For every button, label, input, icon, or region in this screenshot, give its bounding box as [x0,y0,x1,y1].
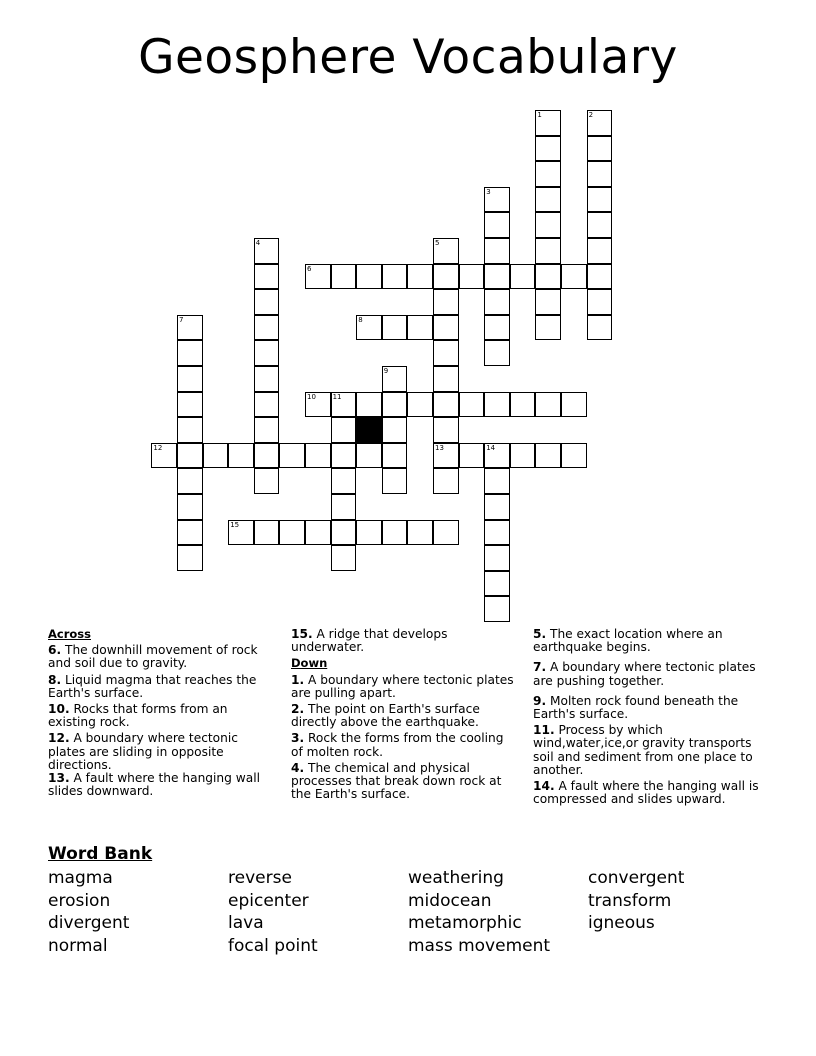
grid-cell[interactable] [484,468,510,494]
grid-cell[interactable] [356,264,382,290]
clue-down-3: 3. Rock the forms from the cooling of molten rock. [291,731,504,759]
grid-cell[interactable] [177,315,203,341]
grid-cell[interactable] [433,238,459,264]
grid-cell[interactable] [535,161,561,187]
clue-number: 7 [179,315,184,324]
clue-number: 8 [358,315,363,324]
grid-cell[interactable] [587,187,613,213]
grid-cell[interactable] [356,315,382,341]
clue-number: 13 [435,443,444,452]
grid-cell[interactable] [254,443,280,469]
grid-cell[interactable] [356,392,382,418]
grid-cell[interactable] [228,443,254,469]
clue-number: 4 [255,239,261,247]
grid-cell[interactable] [535,238,561,264]
grid-cell[interactable] [561,443,587,469]
down-header: Down [291,656,328,671]
grid-cell[interactable] [535,136,561,162]
grid-cell[interactable] [484,392,510,418]
clue-down-5: 5. The exact location where an earthquake begins. [533,627,723,655]
word-bank-word: lava [228,913,264,934]
grid-cell[interactable] [484,443,510,469]
clue-number: 3 [486,187,491,196]
grid-cell[interactable] [459,392,485,418]
grid-cell[interactable] [484,340,510,366]
grid-cell[interactable] [535,392,561,418]
grid-cell[interactable] [331,545,357,571]
across-header: Across [48,627,91,641]
clue-down-11: 11. Process by which wind,water,ice,or gravity transports soil and sediment from one place to another. [533,723,753,777]
grid-cell[interactable] [407,520,433,546]
clue-number: 11 [332,392,342,401]
grid-cell[interactable] [382,315,408,341]
grid-cell[interactable] [254,417,280,443]
grid-cell[interactable] [561,392,587,418]
clue-across-13: 13. A fault where the hanging wall slides downward. [48,771,260,799]
grid-cell[interactable] [433,417,459,443]
clue-number: 9 [383,367,389,375]
word-bank-word: transform [588,890,672,911]
word-bank-word: igneous [588,913,655,934]
grid-cell[interactable] [407,392,433,418]
grid-cell[interactable] [484,545,510,571]
grid-cell[interactable] [587,110,613,136]
grid-cell[interactable] [484,494,510,520]
page-title: Geosphere Vocabulary [138,30,678,85]
grid-cell[interactable] [177,520,203,546]
clue-number: 15 [230,520,240,529]
clue-down-9: 9. Molten rock found beneath the Earth's surface. [533,693,739,722]
word-bank-column-4 [588,867,684,935]
clue-number: 10 [307,392,316,401]
clue-down-4: 4. The chemical and physical processes that break down rock at the Earth's surface. [291,760,502,802]
grid-cell[interactable] [459,264,485,290]
grid-cell[interactable] [433,366,459,392]
grid-cell[interactable] [587,212,613,238]
grid-cell[interactable] [433,315,459,341]
grid-cell[interactable] [177,443,203,469]
grid-cell[interactable] [484,187,510,213]
grid-cell[interactable] [254,340,280,366]
grid-cell[interactable] [587,289,613,315]
grid-cell[interactable] [587,161,613,187]
word-bank-word: epicenter [228,890,309,911]
grid-cell[interactable] [433,264,459,290]
grid-cell[interactable] [177,392,203,418]
grid-cell[interactable] [382,392,408,418]
grid-cell[interactable] [382,366,408,392]
word-bank-word: weathering [408,868,504,888]
grid-cell[interactable] [331,392,357,418]
word-bank-word: divergent [48,913,130,934]
clue-down-14: 14. A fault where the hanging wall is compressed and slides upward. [533,779,759,807]
clue-down-2: 2. The point on Earth's surface directly above the earthquake. [291,702,480,730]
grid-cell[interactable] [228,520,254,546]
grid-cell[interactable] [254,315,280,341]
grid-cell[interactable] [254,392,280,418]
grid-cell[interactable] [254,264,280,290]
grid-cell[interactable] [356,520,382,546]
grid-cell[interactable] [433,443,459,469]
word-bank-column-2 [228,867,318,957]
grid-cell[interactable] [331,468,357,494]
grid-cell[interactable] [254,238,280,264]
grid-cell[interactable] [305,520,331,546]
grid-cell[interactable] [484,571,510,597]
clue-across-8: 8. Liquid magma that reaches the Earth's surface. [48,672,257,700]
clue-down-7: 7. A boundary where tectonic plates are pushing together. [533,660,756,688]
grid-cell[interactable] [433,392,459,418]
grid-cell[interactable] [177,494,203,520]
grid-cell[interactable] [356,443,382,469]
grid-cell[interactable] [331,264,357,290]
grid-cell[interactable] [484,289,510,315]
grid-cell[interactable] [484,264,510,290]
clues-column-1 [48,628,278,798]
clue-number: 2 [588,111,594,119]
grid-cell[interactable] [484,315,510,341]
grid-cell[interactable] [433,520,459,546]
grid-cell[interactable] [433,340,459,366]
grid-cell[interactable] [331,443,357,469]
grid-cell[interactable] [535,110,561,136]
grid-cell[interactable] [203,443,229,469]
grid-cell[interactable] [331,417,357,443]
grid-cell[interactable] [535,212,561,238]
grid-cell[interactable] [433,468,459,494]
grid-cell[interactable] [331,520,357,546]
grid-cell[interactable] [177,340,203,366]
grid-cell[interactable] [177,468,203,494]
grid-cell[interactable] [254,468,280,494]
grid-cell[interactable] [177,545,203,571]
clue-down-1: 1. A boundary where tectonic plates are pulling apart. [291,672,514,700]
word-bank-column-3 [408,867,550,957]
word-bank-word: midocean [408,890,492,911]
grid-cell[interactable] [510,443,536,469]
grid-cell[interactable] [254,520,280,546]
grid-cell[interactable] [407,315,433,341]
grid-cell[interactable] [254,289,280,315]
grid-cell[interactable] [151,443,177,469]
grid-cell[interactable] [459,443,485,469]
word-bank-word: normal [48,935,108,956]
grid-cell[interactable] [433,289,459,315]
grid-cell[interactable] [535,315,561,341]
grid-cell[interactable] [535,264,561,290]
grid-cell[interactable] [177,417,203,443]
clue-across-12: 12. A boundary where tectonic plates are sliding in opposite directions. [48,731,238,772]
grid-cell[interactable] [587,315,613,341]
clues-column-2 [291,628,517,801]
clues-column-3 [533,628,768,806]
grid-cell[interactable] [535,443,561,469]
clue-across-6: 6. The downhill movement of rock and soil due to gravity. [48,643,258,671]
grid-cell[interactable] [382,264,408,290]
word-bank-column-1 [48,867,129,957]
word-bank-word: metamorphic [408,913,522,934]
grid-cell[interactable] [382,468,408,494]
grid-cell[interactable] [484,238,510,264]
grid-cell[interactable] [510,264,536,290]
clue-across-10: 10. Rocks that forms from an existing rock. [48,702,228,730]
word-bank-word: magma [48,868,113,888]
grid-cell[interactable] [535,187,561,213]
grid-cell[interactable] [305,392,331,418]
word-bank-word: erosion [48,890,111,911]
grid-cell[interactable] [382,520,408,546]
grid-cell[interactable] [510,392,536,418]
clue-number: 6 [307,264,312,273]
clue-across-15: 15. A ridge that develops underwater. [291,627,448,655]
grid-cell[interactable] [587,264,613,290]
grid-cell[interactable] [587,238,613,264]
grid-cell[interactable] [561,264,587,290]
clue-number: 14 [486,443,496,452]
grid-cell[interactable] [382,417,408,443]
grid-cell[interactable] [305,443,331,469]
clue-number: 1 [537,111,542,119]
grid-cell[interactable] [279,443,305,469]
grid-cell[interactable] [305,264,331,290]
grid-cell[interactable] [407,264,433,290]
word-bank-word: focal point [228,935,318,956]
word-bank-word: convergent [588,868,685,888]
grid-cell[interactable] [587,136,613,162]
grid-cell[interactable] [331,494,357,520]
grid-cell[interactable] [382,443,408,469]
grid-cell[interactable] [177,366,203,392]
black-cell [356,417,382,443]
grid-cell[interactable] [254,366,280,392]
word-bank-word: reverse [228,868,292,888]
grid-cell[interactable] [484,212,510,238]
clue-number: 5 [435,239,440,247]
grid-cell[interactable] [484,520,510,546]
grid-cell[interactable] [535,289,561,315]
grid-cell[interactable] [484,596,510,622]
word-bank-word: mass movement [408,935,551,956]
word-bank-title: Word Bank [48,844,153,864]
grid-cell[interactable] [279,520,305,546]
clue-number: 12 [153,443,163,452]
